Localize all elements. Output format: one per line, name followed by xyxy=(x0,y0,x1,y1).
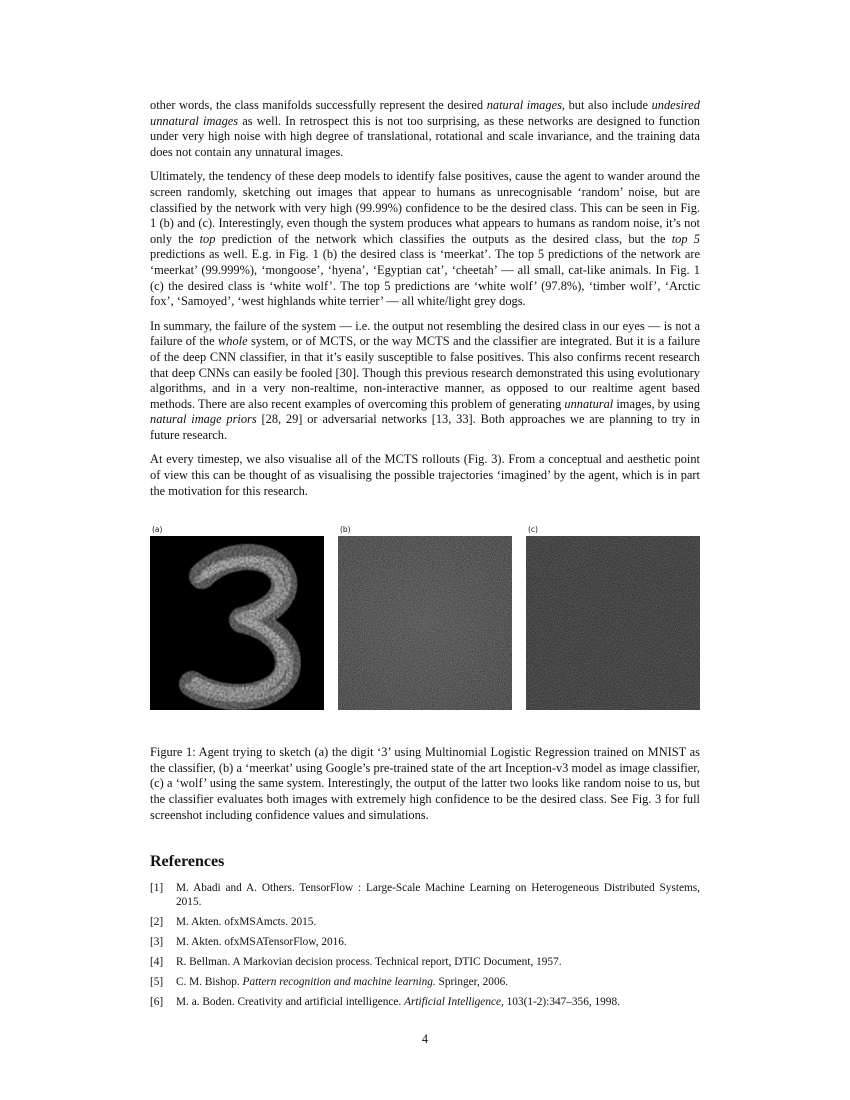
reference-item: [5] C. M. Bishop. Pattern recognition and machine learning. Springer, 2006. xyxy=(150,976,509,989)
panel-image-c xyxy=(526,536,700,710)
reference-item: [6] M. a. Boden. Creativity and artificial intelligence. Artificial Intelligence, 103(1-2):347–356, 1998. xyxy=(150,996,620,1009)
figure-panel-b xyxy=(338,523,512,710)
references-heading: References xyxy=(150,853,225,871)
reference-item: [1] M. Abadi and A. Others. TensorFlow : Large-Scale Machine Learning on Heterogeneous Distributed Systems, 2015. xyxy=(150,882,700,909)
figure-caption: Figure 1: Agent trying to sketch (a) the digit ‘3’ using Multinomial Logistic Regression trained on MNIST as the classifier, (b) a ‘meerkat’ using Google’s pre-trained state of the art Inception-v3 model as image classifier, (c) a ‘wolf’ using the same system. Interestingly, the output of the latter two looks like random noise to us, but the classifier evaluates both images with extremely high confidence to be the desired class. See Fig. 3 for full screenshot including confidence values and simulations. xyxy=(150,745,700,822)
panel-image-b xyxy=(338,536,512,710)
paragraph-1: other words, the class manifolds successfully represent the desired natural images, but also include undesired unnatural images as well. In retrospect this is not too surprising, as these networks are designed to function under very high noise with high degree of translational, rotational and scale invariance, and the training data does not contain any unnatural images. xyxy=(150,98,700,159)
panel-image-a xyxy=(150,536,324,710)
panel-label-c: (c) xyxy=(528,525,538,535)
panel-label-b: (b) xyxy=(340,525,351,535)
figure-panel-c xyxy=(526,523,700,710)
paragraph-3: In summary, the failure of the system — i.e. the output not resembling the desired class in our eyes — is not a failure of the whole system, or of MCTS, or the way MCTS and the classifier are integrated. But it is a failure of the deep CNN classifier, in that it’s easily susceptible to false positives. This also confirms recent research that deep CNNs can easily be fooled [30]. Though this previous research demonstrated this using evolutionary algorithms, and in a very non-realtime, non-interactive manner, as opposed to our realtime agent based methods. There are also recent examples of overcoming this problem of generating unnatural images, by using natural image priors [28, 29] or adversarial networks [13, 33]. Both approaches we are planning to try in future research. xyxy=(150,318,701,442)
paragraph-2: Ultimately, the tendency of these deep models to identify false positives, cause the agent to wander around the screen randomly, sketching out images that appear to humans as unrecognisable ‘random’ noise, but are classified by the network with very high (99.99%) confidence to be the desired class. This can be seen in Fig. 1 (b) and (c). Interestingly, even though the system produces what appears to humans as random noise, it’s not only the top prediction of the network which classifies the outputs as the desired class, but the top 5 predictions as well. E.g. in Fig. 1 (b) the desired class is ‘meerkat’. The top 5 predictions of the network are ‘meerkat’ (99.999%), ‘mongoose’, ‘hyena’, ‘Egyptian cat’, ‘cheetah’ — all small, cat-like animals. In Fig. 1 (c) the desired class is ‘white wolf’. The top 5 predictions are ‘white wolf’ (97.8%), ‘timber wolf’, ‘Arctic fox’, ‘Samoyed’, ‘west highlands white terrier’ — all white/light grey dogs. xyxy=(150,169,700,309)
panel-label-a: (a) xyxy=(152,525,163,535)
page-number: 4 xyxy=(421,1032,429,1046)
figure-1 xyxy=(150,523,700,713)
references-list xyxy=(150,881,700,1009)
page-content xyxy=(150,98,700,1015)
reference-item: [2] M. Akten. ofxMSAmcts. 2015. xyxy=(150,916,317,929)
reference-item: [4] R. Bellman. A Markovian decision process. Technical report, DTIC Document, 1957. xyxy=(150,956,562,969)
paragraph-4: At every timestep, we also visualise all of the MCTS rollouts (Fig. 3). From a conceptual and aesthetic point of view this can be thought of as visualising the possible trajectories ‘imagined’ by the agent, which is in part the motivation for this research. xyxy=(150,452,700,498)
reference-item: [3] M. Akten. ofxMSATensorFlow, 2016. xyxy=(150,936,347,949)
figure-panel-a xyxy=(150,523,324,710)
